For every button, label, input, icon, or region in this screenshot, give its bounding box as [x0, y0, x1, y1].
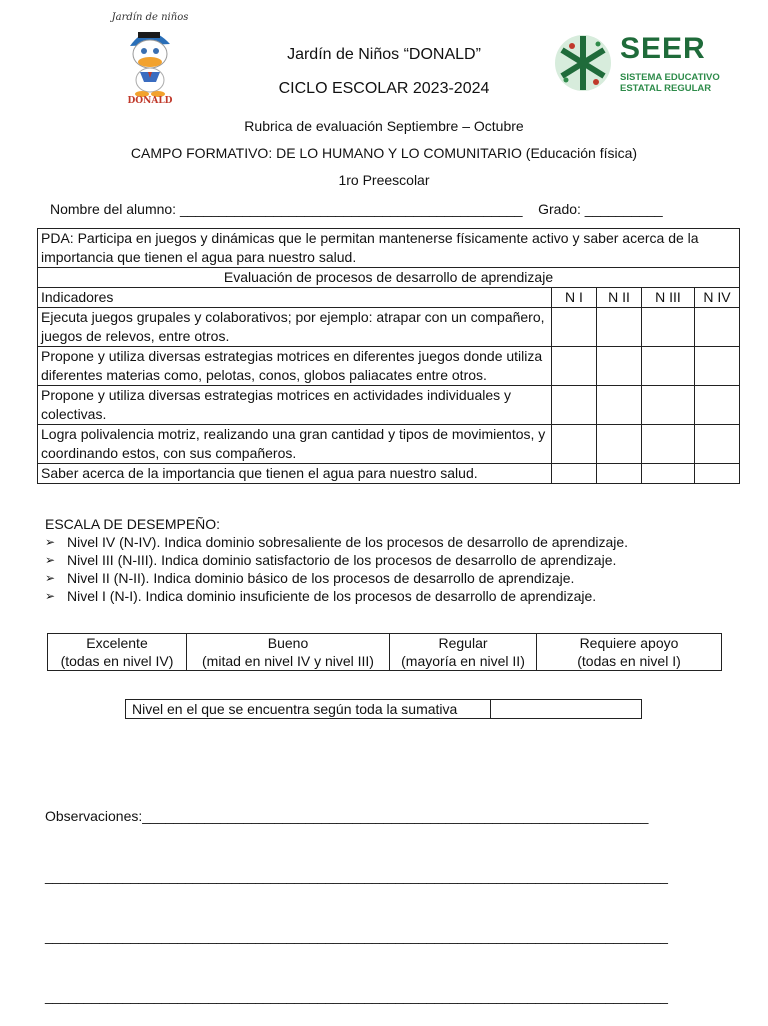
scale-title: ESCALA DE DESEMPEÑO:	[45, 516, 221, 532]
level-cell[interactable]	[552, 425, 597, 464]
section-title: Evaluación de procesos de desarrollo de aprendizaje	[38, 268, 740, 288]
scale-item-text: Nivel II (N-II). Indica dominio básico de los procesos de desarrollo de aprendizaje.	[67, 570, 575, 586]
rubric-title: Rubrica de evaluación Septiembre – Octubre	[244, 118, 524, 134]
school-name: Jardín de Niños “DONALD”	[287, 46, 481, 63]
arrow-bullet-icon: ➢	[45, 535, 56, 549]
summary-header: Excelente	[86, 635, 148, 651]
arrow-bullet-icon: ➢	[45, 589, 56, 603]
summary-cell-requiere-apoyo	[537, 634, 722, 671]
list-item	[45, 569, 628, 587]
indicators-header: Indicadores	[38, 288, 552, 308]
level-cell[interactable]	[695, 308, 740, 347]
scale-item-text: Nivel III (N-III). Indica dominio satisfactorio de los procesos de desarrollo de aprendizaje.	[67, 552, 617, 568]
indicator-text: Saber acerca de la importancia que tienen el agua para nuestro salud.	[38, 464, 552, 484]
arrow-bullet-icon: ➢	[45, 571, 56, 585]
final-level-label: Nivel en el que se encuentra según toda la sumativa	[126, 700, 491, 719]
list-item	[45, 533, 628, 551]
seer-sub-line2: ESTATAL REGULAR	[620, 83, 712, 94]
seer-emblem-icon	[552, 30, 614, 96]
table-row	[38, 308, 740, 347]
level-cell[interactable]	[552, 347, 597, 386]
table-row	[38, 464, 740, 484]
evaluation-table	[37, 228, 740, 484]
level-cell[interactable]	[695, 386, 740, 425]
level-header-n1: N I	[552, 288, 597, 308]
level-header-n2: N II	[597, 288, 642, 308]
observations[interactable]	[45, 766, 668, 1026]
summary-cell-bueno	[187, 634, 390, 671]
school-year: CICLO ESCOLAR 2023-2024	[278, 80, 490, 97]
level-cell[interactable]	[642, 464, 695, 484]
section-title-row	[38, 268, 740, 288]
observations-line[interactable]: ________________________________________________________________________________	[45, 988, 668, 1004]
level-cell[interactable]	[597, 464, 642, 484]
seer-wordmark: SEER	[620, 32, 706, 65]
campo-formativo: CAMPO FORMATIVO: DE LO HUMANO Y LO COMUNITARIO (Educación física)	[130, 145, 638, 161]
table-row	[38, 425, 740, 464]
table-row	[48, 634, 722, 671]
indicator-text: Logra polivalencia motriz, realizando una gran cantidad y tipos de movimientos, y coordinando estos, con sus compañeros.	[38, 425, 552, 464]
level-cell[interactable]	[597, 425, 642, 464]
final-level-input-cell[interactable]	[491, 700, 642, 719]
pda-row	[38, 229, 740, 268]
seer-logo	[552, 28, 728, 98]
level-cell[interactable]	[695, 347, 740, 386]
arrow-bullet-icon: ➢	[45, 553, 56, 567]
observations-line[interactable]: ________________________________________________________________________________	[45, 868, 668, 884]
seer-subtitle	[620, 72, 720, 94]
observations-line[interactable]: Observaciones:_________________________________________________________________	[45, 808, 649, 824]
summary-header: Regular	[438, 635, 488, 651]
pda-cell: PDA: Participa en juegos y dinámicas que le permitan mantenerse físicamente activo y saber acerca de la importancia que tienen el agua para nuestro salud.	[38, 229, 740, 268]
level-header-n4: N IV	[695, 288, 740, 308]
scale-item-text: Nivel IV (N-IV). Indica dominio sobresaliente de los procesos de desarrollo de aprendizaje.	[67, 534, 629, 550]
level-cell[interactable]	[552, 386, 597, 425]
seer-sub-line1: SISTEMA EDUCATIVO	[620, 72, 720, 83]
indicator-text: Ejecuta juegos grupales y colaborativos; por ejemplo: atrapar con un compañero, juegos de relevos, entre otros.	[38, 308, 552, 347]
table-row	[38, 347, 740, 386]
summary-cell-excelente	[48, 634, 187, 671]
table-row	[38, 386, 740, 425]
level-header-n3: N III	[642, 288, 695, 308]
level-cell[interactable]	[552, 308, 597, 347]
indicator-text: Propone y utiliza diversas estrategias motrices en actividades individuales y colectivas.	[38, 386, 552, 425]
list-item	[45, 587, 628, 605]
logo-text-bottom: DONALD	[127, 96, 173, 106]
scale-item-text: Nivel I (N-I). Indica dominio insuficiente de los procesos de desarrollo de aprendizaje.	[67, 588, 597, 604]
indicator-text: Propone y utiliza diversas estrategias motrices en diferentes juegos donde utiliza diferentes materias como, pelotas, conos, globos paliacates entre otros.	[38, 347, 552, 386]
level-cell[interactable]	[642, 425, 695, 464]
table-row	[126, 700, 642, 719]
list-item	[45, 551, 628, 569]
summary-detail: (todas en nivel I)	[577, 653, 681, 669]
summary-detail: (mayoría en nivel II)	[401, 653, 525, 669]
level-cell[interactable]	[642, 386, 695, 425]
level-cell[interactable]	[597, 308, 642, 347]
observations-line[interactable]: ________________________________________________________________________________	[45, 928, 668, 944]
summary-detail: (todas en nivel IV)	[60, 653, 174, 669]
level-cell[interactable]	[597, 347, 642, 386]
summary-detail: (mitad en nivel IV y nivel III)	[202, 653, 374, 669]
summary-header: Bueno	[267, 635, 309, 651]
summary-cell-regular	[390, 634, 537, 671]
summary-table	[47, 633, 722, 671]
summary-header: Requiere apoyo	[579, 635, 679, 651]
level-cell[interactable]	[695, 464, 740, 484]
level-cell[interactable]	[695, 425, 740, 464]
grade-level: 1ro Preescolar	[338, 172, 430, 188]
logo-text-top: Jardín de niños	[111, 12, 189, 23]
level-cell[interactable]	[642, 347, 695, 386]
level-cell[interactable]	[642, 308, 695, 347]
header-row	[38, 288, 740, 308]
performance-scale	[45, 515, 628, 605]
final-level-table	[125, 699, 642, 719]
level-cell[interactable]	[552, 464, 597, 484]
student-name-grade-line[interactable]: Nombre del alumno: ____________________________________________ Grado: __________	[50, 201, 663, 217]
level-cell[interactable]	[597, 386, 642, 425]
